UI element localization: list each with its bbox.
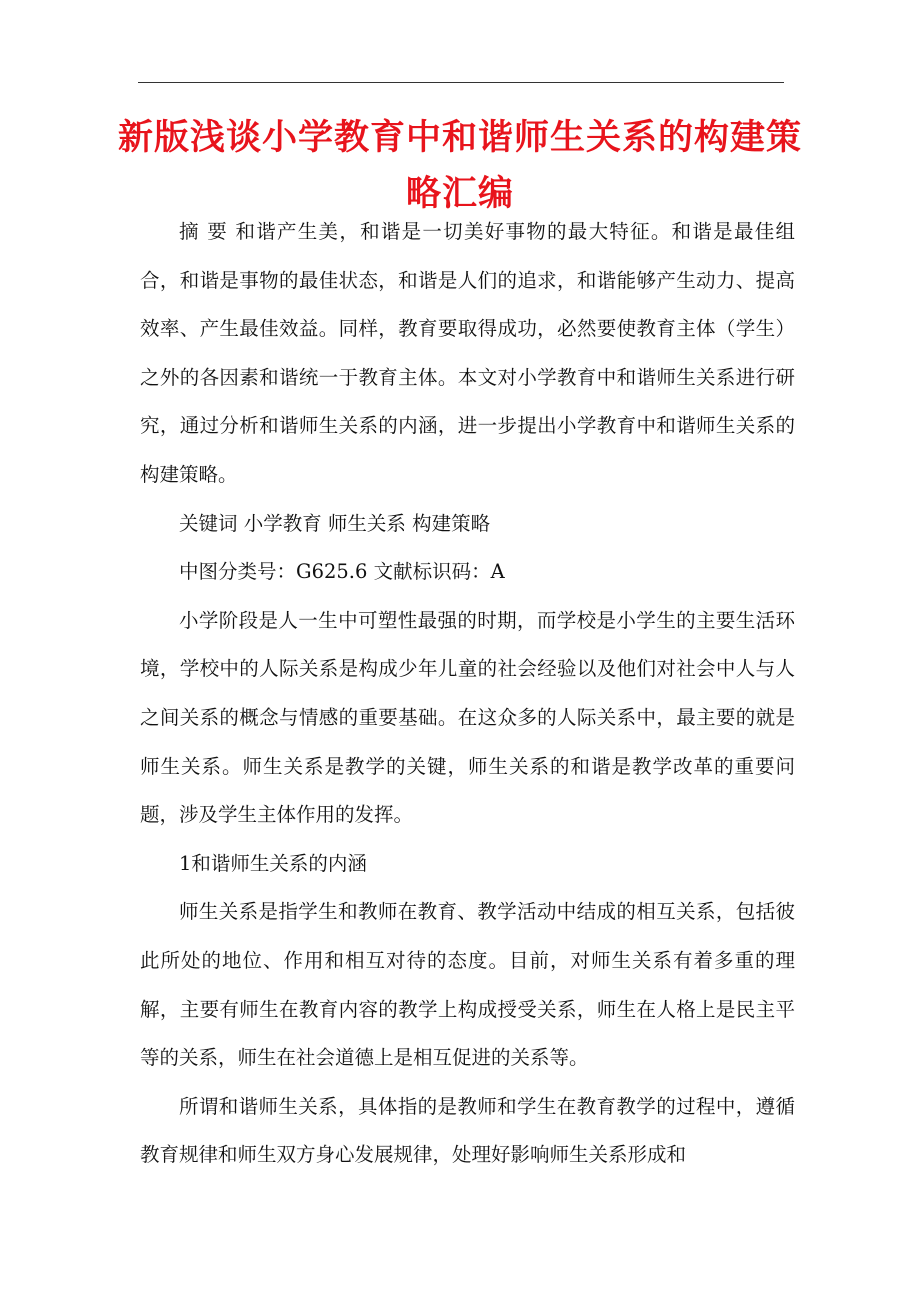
section-paragraph: 所谓和谐师生关系，具体指的是教师和学生在教育教学的过程中，遵循教育规律和师生双方身心发展规律，处理好影响师生关系形成和 <box>140 1094 795 1167</box>
section-paragraph: 师生关系是指学生和教师在教育、教学活动中结成的相互关系，包括彼此所处的地位、作用和相互对待的态度。目前，对师生关系有着多重的理解，主要有师生在教育内容的教学上构成授受关系，师生在人格上是民主平等的关系，师生在社会道德上是相互促进的关系等。 <box>140 900 795 1070</box>
document-title: 新版浅谈小学教育中和谐师生关系的构建策略汇编 <box>117 117 802 214</box>
intro-paragraph: 小学阶段是人一生中可塑性最强的时期，而学校是小学生的主要生活环境，学校中的人际关系是构成少年儿童的社会经验以及他们对社会中人与人之间关系的概念与情感的重要基础。在这众多的人际关系中，最主要的就是师生关系。师生关系是教学的关键，师生关系的和谐是教学改革的重要问题，涉及学生主体作用的发挥。 <box>140 608 795 827</box>
classification-line: 中图分类号：G625.6 文献标识码：A <box>179 560 505 584</box>
document-body <box>140 208 795 1180</box>
keywords-line: 关键词 小学教育 师生关系 构建策略 <box>179 511 491 535</box>
section-heading: 1和谐师生关系的内涵 <box>179 851 367 875</box>
header-rule <box>138 82 784 83</box>
abstract-paragraph: 摘 要 和谐产生美，和谐是一切美好事物的最大特征。和谐是最佳组合，和谐是事物的最佳状态，和谐是人们的追求，和谐能够产生动力、提高效率、产生最佳效益。同样，教育要取得成功，必然要使教育主体（学生）之外的各因素和谐统一于教育主体。本文对小学教育中和谐师生关系进行研究，通过分析和谐师生关系的内涵，进一步提出小学教育中和谐师生关系的构建策略。 <box>140 220 795 486</box>
